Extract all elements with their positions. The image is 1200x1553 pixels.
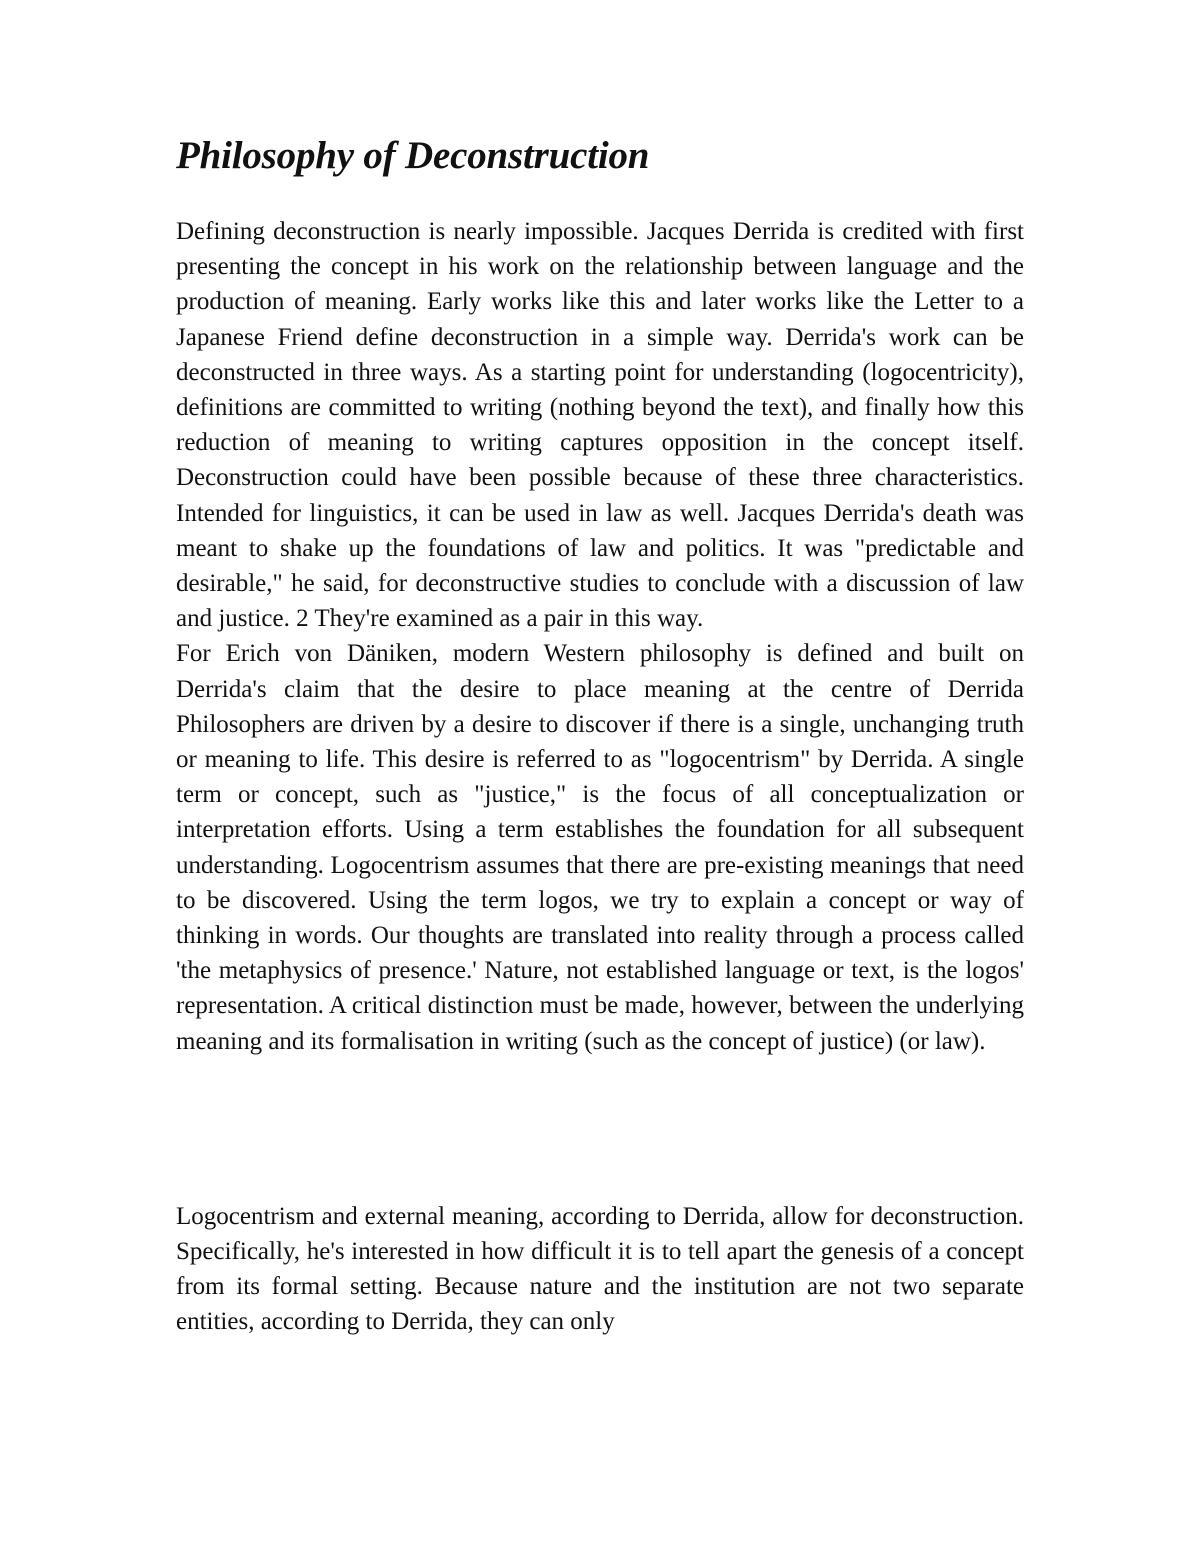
- paragraph-deconstruction-definition: Defining deconstruction is nearly impossible. Jacques Derrida is credited with first presenting the concept in his work on the relationship between language and the production of meaning. Early works like this and later works like the Letter to a Japanese Friend define deconstruction in a simple way. Derrida's work can be deconstructed in three ways. As a starting point for understanding (logocentricity), definitions are committed to writing (nothing beyond the text), and finally how this reduction of meaning to writing captures opposition in the concept itself. Deconstruction could have been possible because of these three characteristics. Intended for linguistics, it can be used in law as well. Jacques Derrida's death was meant to shake up the foundations of law and politics. It was "predictable and desirable," he said, for deconstructive studies to conclude with a discussion of law and justice. 2 They're examined as a pair in this way.: [176, 218, 1024, 633]
- paragraph-spacer: [176, 1059, 1024, 1199]
- document-title: Philosophy of Deconstruction: [176, 134, 650, 177]
- paragraph-logocentrism: For Erich von Däniken, modern Western philosophy is defined and built on Derrida's claim that the desire to place meaning at the centre of Derrida Philosophers are driven by a desire to discover if there is a single, unchanging truth or meaning to life. This desire is referred to as "logocentrism" by Derrida. A single term or concept, such as "justice," is the focus of all conceptualization or interpretation efforts. Using a term establishes the foundation for all subsequent understanding. Logocentrism assumes that there are pre-existing meanings that need to be discovered. Using the term logos, we try to explain a concept or way of thinking in words. Our thoughts are translated into reality through a process called 'the metaphysics of presence.' Nature, not established language or text, is the logos' representation. A critical distinction must be made, however, between the underlying meaning and its formalisation in writing (such as the concept of justice) (or law).: [176, 640, 1024, 1055]
- document-body: [176, 132, 1024, 1340]
- paragraph-external-meaning: Logocentrism and external meaning, according to Derrida, allow for deconstruction. Specifically, he's interested in how difficult it is to tell apart the genesis of a concept from its formal setting. Because nature and the institution are not two separate entities, according to Derrida, they can only: [176, 1202, 1024, 1336]
